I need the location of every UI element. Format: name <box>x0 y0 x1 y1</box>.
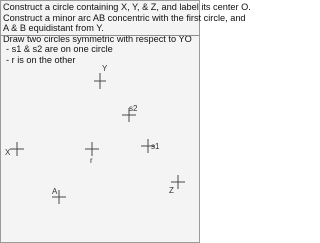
point-s2-label: s2 <box>129 104 138 113</box>
instruction-line-4: Draw two circles symmetric with respect to YO <box>3 33 192 44</box>
point-y-label: Y <box>102 64 108 73</box>
instruction-bullet-2: - r is on the other <box>6 54 76 65</box>
instruction-line-1: Construct a circle containing X, Y, & Z, and label its center O. <box>3 2 251 12</box>
point-y[interactable] <box>94 73 106 89</box>
point-r[interactable] <box>85 142 99 156</box>
instruction-bullet-1: - s1 & s2 are on one circle <box>6 44 113 54</box>
point-r-label: r <box>90 156 93 165</box>
drawing-canvas[interactable] <box>1 1 251 242</box>
point-z-label: Z <box>169 186 174 195</box>
point-x[interactable] <box>10 142 24 156</box>
instruction-line-3: A & B equidistant from Y. <box>3 23 104 33</box>
point-a-label: A <box>52 187 58 196</box>
point-s1-label: s1 <box>151 142 160 151</box>
point-x-label: X <box>5 148 11 157</box>
instruction-line-2: Construct a minor arc AB concentric with the first circle, and <box>3 12 246 23</box>
